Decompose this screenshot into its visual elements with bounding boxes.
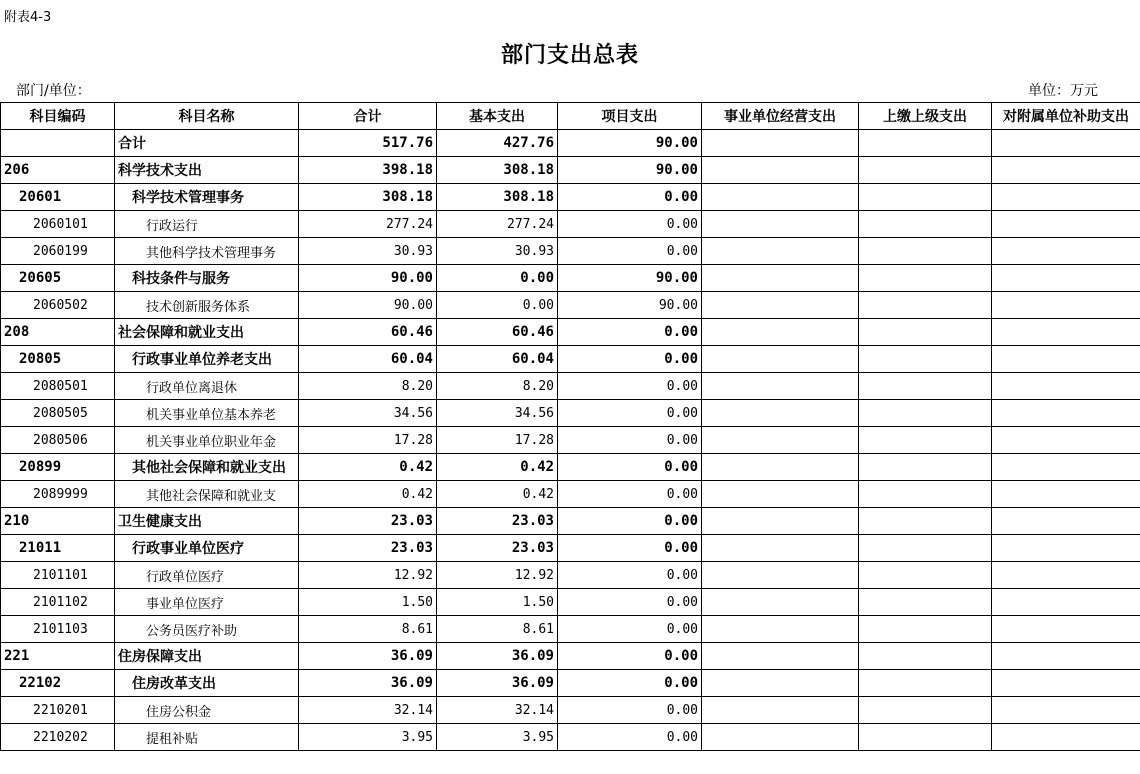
- basic-expenditure-cell: 0.00: [437, 292, 558, 319]
- subsidiary-subsidy-cell: [992, 373, 1140, 400]
- project-expenditure-cell: 0.00: [558, 211, 702, 238]
- table-row: [1, 454, 1140, 481]
- subsidiary-subsidy-cell: [992, 724, 1140, 751]
- project-expenditure-cell: 0.00: [558, 454, 702, 481]
- subsidiary-subsidy-cell: [992, 211, 1140, 238]
- project-expenditure-cell: 0.00: [558, 184, 702, 211]
- total-cell: 8.20: [299, 373, 437, 400]
- project-expenditure-cell: 0.00: [558, 562, 702, 589]
- total-cell: 23.03: [299, 508, 437, 535]
- subject-code-cell: 20899: [1, 454, 115, 481]
- remit-superior-cell: [859, 508, 992, 535]
- table-row: [1, 589, 1140, 616]
- project-expenditure-cell: 0.00: [558, 427, 702, 454]
- table-row: [1, 697, 1140, 724]
- subsidiary-subsidy-cell: [992, 238, 1140, 265]
- table-row: [1, 265, 1140, 292]
- subject-name-cell: 其他科学技术管理事务: [115, 238, 299, 265]
- subsidiary-subsidy-cell: [992, 589, 1140, 616]
- subject-code-cell: 2080505: [1, 400, 115, 427]
- basic-expenditure-cell: 34.56: [437, 400, 558, 427]
- subsidiary-subsidy-cell: [992, 130, 1140, 157]
- business-expenditure-cell: [702, 373, 859, 400]
- project-expenditure-cell: 0.00: [558, 697, 702, 724]
- column-header: 基本支出: [437, 103, 558, 130]
- subject-name-cell: 社会保障和就业支出: [115, 319, 299, 346]
- page-title: 部门支出总表: [500, 43, 639, 68]
- subject-code-cell: [1, 130, 115, 157]
- basic-expenditure-cell: 308.18: [437, 184, 558, 211]
- total-cell: 60.46: [299, 319, 437, 346]
- table-row: [1, 535, 1140, 562]
- table-row: [1, 670, 1140, 697]
- table-row: [1, 427, 1140, 454]
- project-expenditure-cell: 0.00: [558, 616, 702, 643]
- total-cell: 34.56: [299, 400, 437, 427]
- business-expenditure-cell: [702, 535, 859, 562]
- basic-expenditure-cell: 427.76: [437, 130, 558, 157]
- subsidiary-subsidy-cell: [992, 157, 1140, 184]
- subject-code-cell: 221: [1, 643, 115, 670]
- basic-expenditure-cell: 36.09: [437, 643, 558, 670]
- business-expenditure-cell: [702, 292, 859, 319]
- business-expenditure-cell: [702, 481, 859, 508]
- subject-code-cell: 20605: [1, 265, 115, 292]
- subject-name-cell: 住房公积金: [115, 697, 299, 724]
- subject-name-cell: 科学技术支出: [115, 157, 299, 184]
- subject-name-cell: 行政单位离退休: [115, 373, 299, 400]
- subject-name-cell: 提租补贴: [115, 724, 299, 751]
- total-cell: 517.76: [299, 130, 437, 157]
- business-expenditure-cell: [702, 130, 859, 157]
- project-expenditure-cell: 0.00: [558, 670, 702, 697]
- attachment-label: 附表4-3: [4, 10, 52, 25]
- business-expenditure-cell: [702, 454, 859, 481]
- total-cell: 277.24: [299, 211, 437, 238]
- remit-superior-cell: [859, 130, 992, 157]
- subject-code-cell: 2080506: [1, 427, 115, 454]
- subsidiary-subsidy-cell: [992, 184, 1140, 211]
- subsidiary-subsidy-cell: [992, 697, 1140, 724]
- subsidiary-subsidy-cell: [992, 616, 1140, 643]
- basic-expenditure-cell: 8.61: [437, 616, 558, 643]
- column-header: 科目名称: [115, 103, 299, 130]
- subject-name-cell: 住房改革支出: [115, 670, 299, 697]
- project-expenditure-cell: 0.00: [558, 346, 702, 373]
- table-row: [1, 292, 1140, 319]
- business-expenditure-cell: [702, 562, 859, 589]
- subject-code-cell: 2060502: [1, 292, 115, 319]
- subject-code-cell: 2101102: [1, 589, 115, 616]
- total-cell: 17.28: [299, 427, 437, 454]
- remit-superior-cell: [859, 400, 992, 427]
- business-expenditure-cell: [702, 643, 859, 670]
- table-row: [1, 643, 1140, 670]
- subject-name-cell: 公务员医疗补助: [115, 616, 299, 643]
- table-row: [1, 238, 1140, 265]
- table-row: [1, 508, 1140, 535]
- subject-name-cell: 行政运行: [115, 211, 299, 238]
- business-expenditure-cell: [702, 400, 859, 427]
- subsidiary-subsidy-cell: [992, 292, 1140, 319]
- table-row: [1, 373, 1140, 400]
- total-cell: 23.03: [299, 535, 437, 562]
- basic-expenditure-cell: 0.42: [437, 454, 558, 481]
- subject-code-cell: 210: [1, 508, 115, 535]
- column-header: 对附属单位补助支出: [992, 103, 1140, 130]
- business-expenditure-cell: [702, 184, 859, 211]
- subject-code-cell: 2060199: [1, 238, 115, 265]
- subject-name-cell: 科学技术管理事务: [115, 184, 299, 211]
- subsidiary-subsidy-cell: [992, 508, 1140, 535]
- remit-superior-cell: [859, 292, 992, 319]
- total-cell: 12.92: [299, 562, 437, 589]
- project-expenditure-cell: 0.00: [558, 643, 702, 670]
- subsidiary-subsidy-cell: [992, 427, 1140, 454]
- subject-code-cell: 2080501: [1, 373, 115, 400]
- project-expenditure-cell: 90.00: [558, 130, 702, 157]
- total-cell: 3.95: [299, 724, 437, 751]
- basic-expenditure-cell: 36.09: [437, 670, 558, 697]
- column-header: 上缴上级支出: [859, 103, 992, 130]
- remit-superior-cell: [859, 319, 992, 346]
- table-row: [1, 211, 1140, 238]
- table-row: [1, 346, 1140, 373]
- business-expenditure-cell: [702, 211, 859, 238]
- project-expenditure-cell: 0.00: [558, 508, 702, 535]
- basic-expenditure-cell: 60.04: [437, 346, 558, 373]
- total-cell: 1.50: [299, 589, 437, 616]
- project-expenditure-cell: 0.00: [558, 481, 702, 508]
- column-header: 科目编码: [1, 103, 115, 130]
- total-cell: 0.42: [299, 481, 437, 508]
- business-expenditure-cell: [702, 508, 859, 535]
- basic-expenditure-cell: 308.18: [437, 157, 558, 184]
- business-expenditure-cell: [702, 724, 859, 751]
- table-row: [1, 616, 1140, 643]
- basic-expenditure-cell: 8.20: [437, 373, 558, 400]
- total-cell: 30.93: [299, 238, 437, 265]
- remit-superior-cell: [859, 643, 992, 670]
- total-cell: 36.09: [299, 643, 437, 670]
- expenditure-summary-table: [0, 102, 1140, 751]
- remit-superior-cell: [859, 454, 992, 481]
- project-expenditure-cell: 0.00: [558, 319, 702, 346]
- subject-code-cell: 20601: [1, 184, 115, 211]
- subsidiary-subsidy-cell: [992, 643, 1140, 670]
- table-row: [1, 319, 1140, 346]
- basic-expenditure-cell: 3.95: [437, 724, 558, 751]
- business-expenditure-cell: [702, 157, 859, 184]
- basic-expenditure-cell: 0.00: [437, 265, 558, 292]
- basic-expenditure-cell: 60.46: [437, 319, 558, 346]
- remit-superior-cell: [859, 373, 992, 400]
- subject-name-cell: 其他社会保障和就业支: [115, 481, 299, 508]
- column-header: 项目支出: [558, 103, 702, 130]
- subsidiary-subsidy-cell: [992, 454, 1140, 481]
- subject-name-cell: 合计: [115, 130, 299, 157]
- subject-name-cell: 技术创新服务体系: [115, 292, 299, 319]
- business-expenditure-cell: [702, 265, 859, 292]
- total-cell: 398.18: [299, 157, 437, 184]
- subject-code-cell: 2101103: [1, 616, 115, 643]
- total-cell: 90.00: [299, 265, 437, 292]
- remit-superior-cell: [859, 616, 992, 643]
- table-header-row: [1, 103, 1140, 130]
- remit-superior-cell: [859, 427, 992, 454]
- project-expenditure-cell: 90.00: [558, 157, 702, 184]
- table-row: [1, 562, 1140, 589]
- subject-name-cell: 行政事业单位养老支出: [115, 346, 299, 373]
- business-expenditure-cell: [702, 427, 859, 454]
- subject-code-cell: 20805: [1, 346, 115, 373]
- basic-expenditure-cell: 23.03: [437, 535, 558, 562]
- project-expenditure-cell: 0.00: [558, 724, 702, 751]
- total-cell: 8.61: [299, 616, 437, 643]
- remit-superior-cell: [859, 157, 992, 184]
- remit-superior-cell: [859, 724, 992, 751]
- remit-superior-cell: [859, 562, 992, 589]
- subject-name-cell: 其他社会保障和就业支出: [115, 454, 299, 481]
- table-row: [1, 130, 1140, 157]
- remit-superior-cell: [859, 535, 992, 562]
- remit-superior-cell: [859, 589, 992, 616]
- remit-superior-cell: [859, 346, 992, 373]
- subsidiary-subsidy-cell: [992, 265, 1140, 292]
- project-expenditure-cell: 0.00: [558, 400, 702, 427]
- subject-code-cell: 2210202: [1, 724, 115, 751]
- table-row: [1, 184, 1140, 211]
- remit-superior-cell: [859, 481, 992, 508]
- subsidiary-subsidy-cell: [992, 319, 1140, 346]
- subsidiary-subsidy-cell: [992, 562, 1140, 589]
- subject-code-cell: 2210201: [1, 697, 115, 724]
- subsidiary-subsidy-cell: [992, 346, 1140, 373]
- basic-expenditure-cell: 12.92: [437, 562, 558, 589]
- business-expenditure-cell: [702, 346, 859, 373]
- total-cell: 60.04: [299, 346, 437, 373]
- subject-code-cell: 2060101: [1, 211, 115, 238]
- basic-expenditure-cell: 277.24: [437, 211, 558, 238]
- subject-code-cell: 2089999: [1, 481, 115, 508]
- subject-code-cell: 22102: [1, 670, 115, 697]
- table-row: [1, 400, 1140, 427]
- subsidiary-subsidy-cell: [992, 481, 1140, 508]
- total-cell: 36.09: [299, 670, 437, 697]
- remit-superior-cell: [859, 670, 992, 697]
- subject-name-cell: 机关事业单位基本养老: [115, 400, 299, 427]
- remit-superior-cell: [859, 211, 992, 238]
- total-cell: 0.42: [299, 454, 437, 481]
- department-label: 部门/单位：: [16, 83, 91, 99]
- basic-expenditure-cell: 0.42: [437, 481, 558, 508]
- subject-code-cell: 2101101: [1, 562, 115, 589]
- project-expenditure-cell: 90.00: [558, 265, 702, 292]
- basic-expenditure-cell: 17.28: [437, 427, 558, 454]
- table-row: [1, 157, 1140, 184]
- business-expenditure-cell: [702, 589, 859, 616]
- subsidiary-subsidy-cell: [992, 400, 1140, 427]
- remit-superior-cell: [859, 238, 992, 265]
- business-expenditure-cell: [702, 238, 859, 265]
- remit-superior-cell: [859, 265, 992, 292]
- project-expenditure-cell: 0.00: [558, 535, 702, 562]
- project-expenditure-cell: 0.00: [558, 589, 702, 616]
- business-expenditure-cell: [702, 670, 859, 697]
- subject-name-cell: 机关事业单位职业年金: [115, 427, 299, 454]
- subject-name-cell: 事业单位医疗: [115, 589, 299, 616]
- business-expenditure-cell: [702, 319, 859, 346]
- subject-code-cell: 206: [1, 157, 115, 184]
- subsidiary-subsidy-cell: [992, 670, 1140, 697]
- business-expenditure-cell: [702, 697, 859, 724]
- project-expenditure-cell: 0.00: [558, 373, 702, 400]
- total-cell: 90.00: [299, 292, 437, 319]
- total-cell: 308.18: [299, 184, 437, 211]
- subject-name-cell: 卫生健康支出: [115, 508, 299, 535]
- total-cell: 32.14: [299, 697, 437, 724]
- subject-code-cell: 208: [1, 319, 115, 346]
- unit-label: 单位：万元: [1028, 83, 1098, 99]
- subject-name-cell: 住房保障支出: [115, 643, 299, 670]
- basic-expenditure-cell: 1.50: [437, 589, 558, 616]
- table-row: [1, 724, 1140, 751]
- basic-expenditure-cell: 23.03: [437, 508, 558, 535]
- basic-expenditure-cell: 32.14: [437, 697, 558, 724]
- subject-code-cell: 21011: [1, 535, 115, 562]
- project-expenditure-cell: 90.00: [558, 292, 702, 319]
- subject-name-cell: 行政事业单位医疗: [115, 535, 299, 562]
- remit-superior-cell: [859, 697, 992, 724]
- basic-expenditure-cell: 30.93: [437, 238, 558, 265]
- remit-superior-cell: [859, 184, 992, 211]
- column-header: 事业单位经营支出: [702, 103, 859, 130]
- table-row: [1, 481, 1140, 508]
- column-header: 合计: [299, 103, 437, 130]
- subsidiary-subsidy-cell: [992, 535, 1140, 562]
- business-expenditure-cell: [702, 616, 859, 643]
- subject-name-cell: 科技条件与服务: [115, 265, 299, 292]
- project-expenditure-cell: 0.00: [558, 238, 702, 265]
- subject-name-cell: 行政单位医疗: [115, 562, 299, 589]
